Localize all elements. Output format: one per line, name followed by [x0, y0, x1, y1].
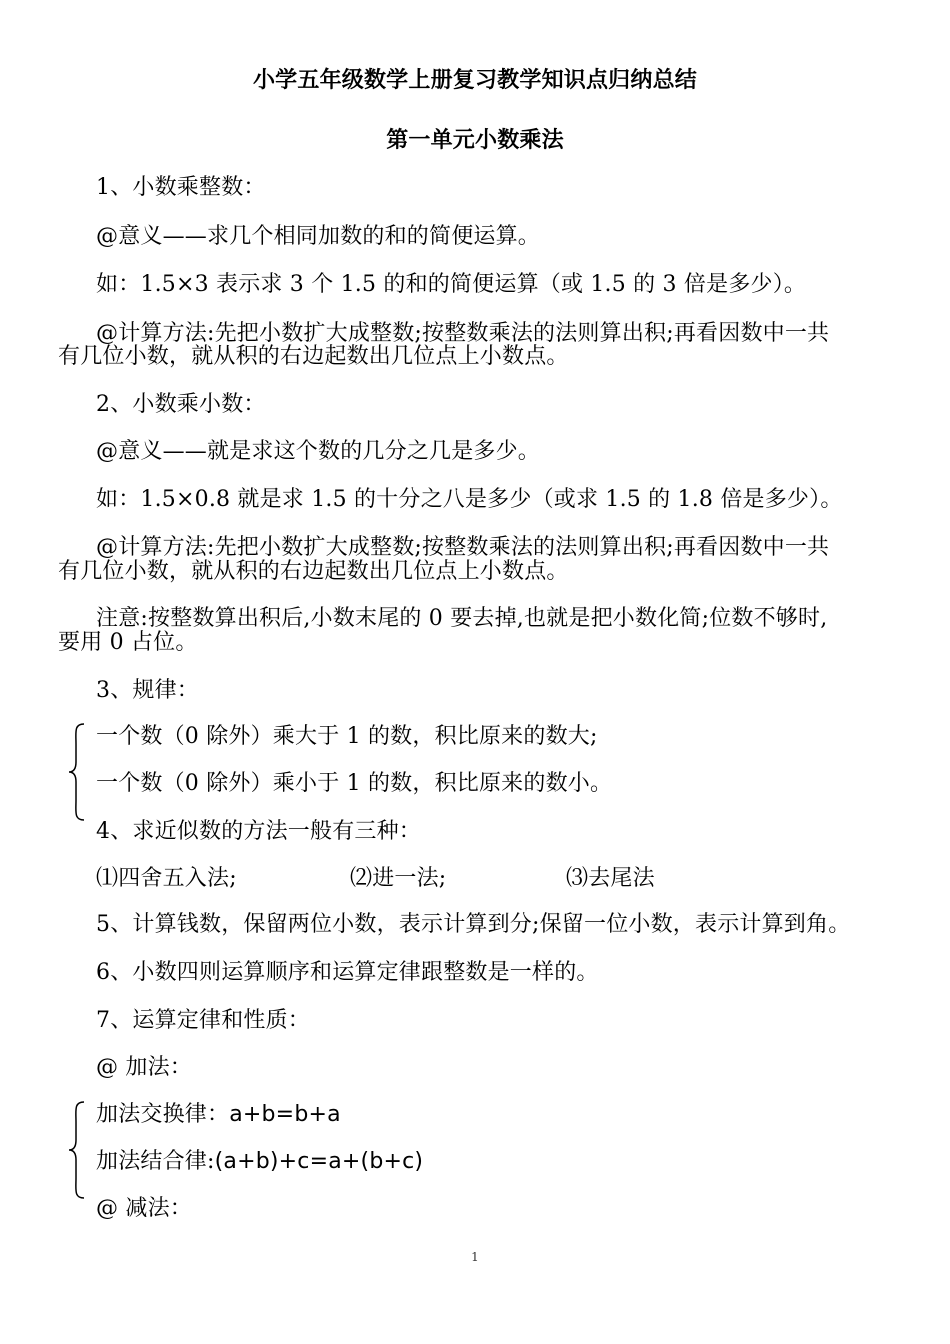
- left-brace-icon: [66, 1100, 88, 1200]
- section-3-rule-2: 一个数（0 除外）乘小于 1 的数，积比原来的数小。: [96, 771, 613, 796]
- section-2-method-line2: 有几位小数，就从积的右边起数出几位点上小数点。: [58, 559, 569, 584]
- section-1-heading: 1、小数乘整数：: [96, 175, 266, 200]
- section-7-addition-label: @ 加法：: [96, 1055, 192, 1080]
- section-4-method-2: ⑵进一法;: [350, 866, 447, 891]
- section-2-meaning: @意义——就是求这个数的几分之几是多少。: [96, 439, 541, 464]
- section-1-method-line2: 有几位小数，就从积的右边起数出几位点上小数点。: [58, 344, 569, 369]
- section-7-heading: 7、运算定律和性质：: [96, 1008, 310, 1033]
- section-4-method-1: ⑴四舍五入法;: [96, 866, 237, 891]
- section-2-note-line2: 要用 0 占位。: [58, 630, 198, 655]
- associative-law: [96, 1150, 423, 1174]
- section-1-example: 如：1.5×3 表示求 3 个 1.5 的和的简便运算（或 1.5 的 3 倍是多少）。: [96, 272, 807, 297]
- section-1-method-line1: @计算方法:先把小数扩大成整数;按整数乘法的法则算出积;再看因数中一共: [96, 321, 830, 346]
- section-5-text: 5、计算钱数，保留两位小数，表示计算到分;保留一位小数，表示计算到角。: [96, 912, 851, 937]
- section-3-rule-1: 一个数（0 除外）乘大于 1 的数，积比原来的数大;: [96, 724, 598, 749]
- section-7-subtraction-label: @ 减法：: [96, 1196, 192, 1221]
- section-6-text: 6、小数四则运算顺序和运算定律跟整数是一样的。: [96, 960, 599, 985]
- commutative-law-label: 加法交换律：: [96, 1102, 230, 1127]
- page-number: 1: [471, 1250, 479, 1264]
- associative-law-label: 加法结合律:: [96, 1149, 215, 1174]
- section-2-heading: 2、小数乘小数：: [96, 392, 266, 417]
- section-3-heading: 3、规律：: [96, 678, 199, 703]
- section-1-meaning: @意义——求几个相同加数的和的简便运算。: [96, 224, 541, 249]
- left-brace-icon: [66, 722, 88, 822]
- associative-law-formula: (a+b)+c=a+(b+c): [214, 1149, 424, 1174]
- unit-title: 第一单元小数乘法: [386, 127, 564, 153]
- section-2-method-line1: @计算方法:先把小数扩大成整数;按整数乘法的法则算出积;再看因数中一共: [96, 535, 830, 560]
- section-2-example: 如：1.5×0.8 就是求 1.5 的十分之八是多少（或求 1.5 的 1.8 倍是多少）。: [96, 487, 843, 512]
- commutative-law: [96, 1103, 341, 1127]
- section-2-note-line1: 注意:按整数算出积后,小数末尾的 0 要去掉,也就是把小数化简;位数不够时,: [96, 606, 828, 631]
- commutative-law-formula: a+b=b+a: [229, 1102, 341, 1127]
- section-4-heading: 4、求近似数的方法一般有三种：: [96, 819, 421, 844]
- section-4-method-3: ⑶去尾法: [566, 866, 655, 891]
- document-title: 小学五年级数学上册复习教学知识点归纳总结: [252, 67, 697, 93]
